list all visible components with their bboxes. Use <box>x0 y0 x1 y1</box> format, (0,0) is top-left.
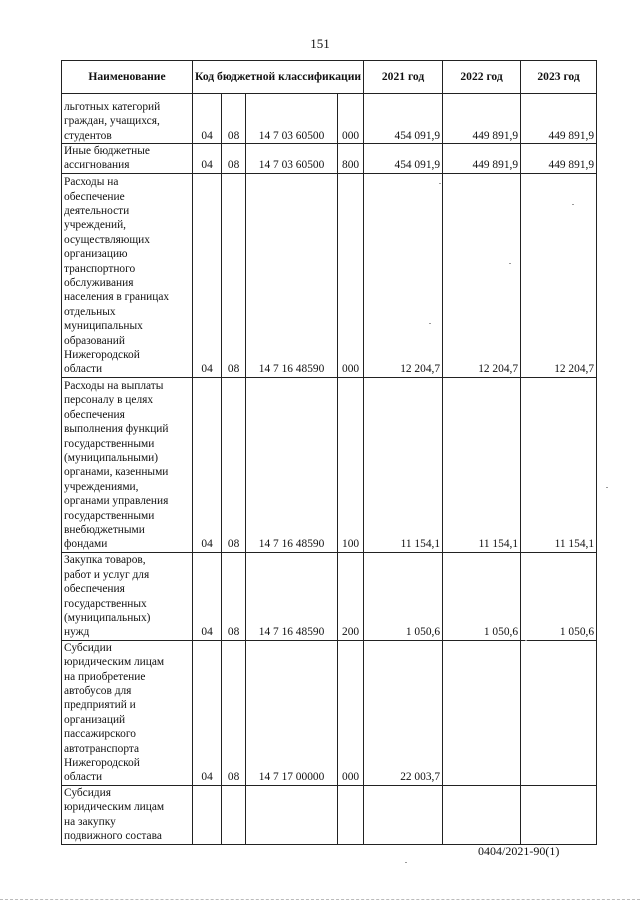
code-expense-type <box>338 785 364 844</box>
amount-2022: 449 891,9 <box>443 144 521 174</box>
table-row <box>62 144 597 174</box>
code-section: 04 <box>193 552 222 640</box>
code-expense-type: 000 <box>338 94 364 144</box>
amount-2021: 1 050,6 <box>364 552 443 640</box>
page-number: 151 <box>310 36 330 51</box>
code-subsection: 08 <box>222 144 246 174</box>
amount-2023: 11 154,1 <box>521 377 597 552</box>
amount-2022: 12 204,7 <box>443 173 521 377</box>
row-name: Расходы на выплаты персоналу в целях обеспечения выполнения функций государственными (муниципальными) органами, казенными учреждениями, органами управления государственными внебюджетными фондами <box>62 377 193 552</box>
amount-2021: 22 003,7 <box>364 640 443 785</box>
table-row <box>62 94 597 144</box>
table-row <box>62 785 597 844</box>
amount-2021: 11 154,1 <box>364 377 443 552</box>
code-section: 04 <box>193 94 222 144</box>
code-section: 04 <box>193 144 222 174</box>
amount-2023: 1 050,6 <box>521 552 597 640</box>
code-target-article: 14 7 16 48590 <box>246 377 338 552</box>
code-subsection: 08 <box>222 94 246 144</box>
row-name: льготных категорий граждан, учащихся, студентов <box>62 94 193 144</box>
table-row <box>62 640 597 785</box>
row-name: Иные бюджетные ассигнования <box>62 144 193 174</box>
code-target-article: 14 7 03 60500 <box>246 94 338 144</box>
amount-2023: 449 891,9 <box>521 144 597 174</box>
header-2021: 2021 год <box>364 61 443 94</box>
amount-2022: 449 891,9 <box>443 94 521 144</box>
scan-speck <box>405 862 407 863</box>
code-target-article: 14 7 03 60500 <box>246 144 338 174</box>
amount-2023 <box>521 640 597 785</box>
scan-speck <box>509 263 511 264</box>
amount-2021: 12 204,7 <box>364 173 443 377</box>
code-subsection: 08 <box>222 552 246 640</box>
header-2023: 2023 год <box>521 61 597 94</box>
scan-speck <box>429 323 431 324</box>
header-2022: 2022 год <box>443 61 521 94</box>
code-expense-type: 000 <box>338 173 364 377</box>
row-name: Субсидия юридическим лицам на закупку подвижного состава <box>62 785 193 844</box>
scan-speck <box>525 640 527 641</box>
code-subsection: 08 <box>222 640 246 785</box>
code-expense-type: 800 <box>338 144 364 174</box>
code-section: 04 <box>193 173 222 377</box>
code-target-article: 14 7 16 48590 <box>246 552 338 640</box>
scan-edge-line <box>0 899 640 901</box>
code-target-article: 14 7 16 48590 <box>246 173 338 377</box>
row-name: Закупка товаров, работ и услуг для обеспечения государственных (муниципальных) нужд <box>62 552 193 640</box>
code-subsection: 08 <box>222 377 246 552</box>
scan-speck <box>606 487 608 488</box>
code-section: 04 <box>193 640 222 785</box>
amount-2022: 1 050,6 <box>443 552 521 640</box>
code-target-article: 14 7 17 00000 <box>246 640 338 785</box>
scan-speck <box>572 204 574 205</box>
budget-table <box>61 60 597 845</box>
code-expense-type: 000 <box>338 640 364 785</box>
table-header-row <box>62 61 597 94</box>
scan-speck <box>439 183 441 184</box>
amount-2021: 454 091,9 <box>364 144 443 174</box>
table-row <box>62 552 597 640</box>
amount-2022: 11 154,1 <box>443 377 521 552</box>
code-section: 04 <box>193 377 222 552</box>
code-subsection: 08 <box>222 173 246 377</box>
code-section <box>193 785 222 844</box>
code-subsection <box>222 785 246 844</box>
amount-2021 <box>364 785 443 844</box>
header-classification-code: Код бюджетной классификации <box>193 61 364 94</box>
amount-2023: 12 204,7 <box>521 173 597 377</box>
amount-2022 <box>443 640 521 785</box>
amount-2023: 449 891,9 <box>521 94 597 144</box>
code-target-article <box>246 785 338 844</box>
header-name: Наименование <box>62 61 193 94</box>
table-row <box>62 377 597 552</box>
row-name: Расходы на обеспечение деятельности учреждений, осуществляющих организацию транспортного обслуживания населения в границах отдельных муниципальных образований Нижегородской области <box>62 173 193 377</box>
code-expense-type: 100 <box>338 377 364 552</box>
document-code: 0404/2021-90(1) <box>478 844 560 858</box>
code-expense-type: 200 <box>338 552 364 640</box>
amount-2023 <box>521 785 597 844</box>
table-row <box>62 173 597 377</box>
amount-2021: 454 091,9 <box>364 94 443 144</box>
row-name: Субсидии юридическим лицам на приобретение автобусов для предприятий и организаций пассажирского автотранспорта Нижегородской области <box>62 640 193 785</box>
amount-2022 <box>443 785 521 844</box>
